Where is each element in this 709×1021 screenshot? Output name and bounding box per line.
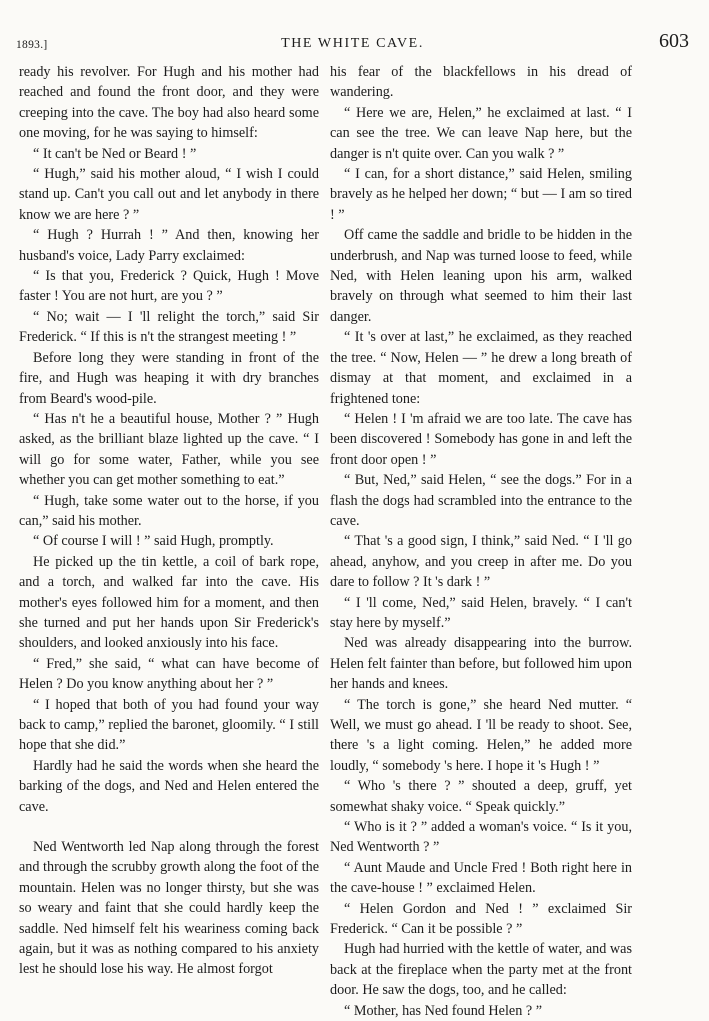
paragraph: “ Is that you, Frederick ? Quick, Hugh ! Move faster ! You are not hurt, are you ? ”: [19, 268, 319, 305]
paragraph: Hugh had hurried with the kettle of water, and was back at the fireplace when the party met at the front door. He saw the dogs, too, and he called:: [330, 941, 632, 999]
paragraph: “ That 's a good sign, I think,” said Ned. “ I 'll go ahead, anyhow, and you creep in after me. Do you dare to follow ? It 's dark ! ”: [330, 533, 632, 591]
paragraph: “ Of course I will ! ” said Hugh, promptly.: [33, 533, 274, 550]
paragraph: “ It 's over at last,” he exclaimed, as they reached the tree. “ Now, Helen — ” he drew a long breath of dismay at that moment, and exclaimed in a frightened tone:: [330, 329, 632, 407]
paragraph: “ Mother, has Ned found Helen ? ”: [344, 1002, 542, 1019]
paragraph: “ I 'll come, Ned,” said Helen, bravely. “ I can't stay here by myself.”: [330, 594, 632, 631]
paragraph: “ The torch is gone,” she heard Ned mutter. “ Well, we must go ahead. I 'll be ready to shoot. See, there 's a light coming. Helen,” he added more loudly, “ somebody 's here. I hope it 's Hugh ! ”: [330, 696, 632, 774]
paragraph: He picked up the tin kettle, a coil of bark rope, and a torch, and walked far into the cave. His mother's eyes followed him for a moment, and then she turned and put her hands upon Sir Frederick's shoulders, and looked anxiously into his face.: [19, 553, 319, 652]
header-title: THE WHITE CAVE.: [281, 36, 424, 51]
paragraph: “ I can, for a short distance,” said Helen, smiling bravely as he helped her down; “ but — I am so tired ! ”: [330, 166, 632, 223]
header-year: 1893.]: [16, 39, 48, 51]
paragraph: Before long they were standing in front of the fire, and Hugh was heaping it with dry branches from Beard's wood-pile.: [19, 349, 319, 407]
paragraph: Hardly had he said the words when she heard the barking of the dogs, and Ned and Helen entered the cave.: [19, 757, 319, 815]
paragraph: “ Fred,” she said, “ what can have become of Helen ? Do you know anything about her ? ”: [19, 655, 319, 693]
paragraph: his fear of the blackfellows in his dread of wandering.: [330, 64, 632, 101]
paragraph: “ No; wait — I 'll relight the torch,” said Sir Frederick. “ If this is n't the strangest meeting ! ”: [19, 308, 319, 346]
running-header: [16, 30, 689, 55]
paragraph: “ Hugh ? Hurrah ! ” And then, knowing her husband's voice, Lady Parry exclaimed:: [19, 227, 319, 264]
paragraph: “ Aunt Maude and Uncle Fred ! Both right here in the cave-house ! ” exclaimed Helen.: [330, 859, 632, 897]
paragraph: “ It can't be Ned or Beard ! ”: [33, 145, 197, 162]
paragraph: “ Who 's there ? ” shouted a deep, gruff, yet somewhat shaky voice. “ Speak quickly.”: [330, 778, 632, 815]
paragraph: “ I hoped that both of you had found your way back to camp,” replied the baronet, gloomily. “ I still hope that she did.”: [19, 696, 319, 754]
paragraph: “ Who is it ? ” added a woman's voice. “ Is it you, Ned Wentworth ? ”: [330, 819, 632, 856]
page-number: 603: [659, 30, 689, 52]
paragraph: ready his revolver. For Hugh and his mother had reached and found the front door, and they were creeping into the cave. The boy had also heard some one moving, for he was saying to himself:: [19, 64, 319, 142]
left-column: [19, 62, 319, 980]
paragraph: Ned Wentworth led Nap along through the forest and through the scrubby growth along the foot of the mountain. Helen was no longer thirsty, but she was so weary and faint that she could hardly keep the saddle. Ned himself felt his weariness coming back again, but it was as nothing compared to his anxiety lest he should lose his way. He almost forgot: [19, 839, 319, 978]
paragraph: “ But, Ned,” said Helen, “ see the dogs.” For in a flash the dogs had scrambled into the entrance to the cave.: [330, 472, 632, 529]
right-column: [330, 62, 632, 1021]
paragraph: “ Helen Gordon and Ned ! ” exclaimed Sir Frederick. “ Can it be possible ? ”: [330, 900, 632, 938]
paragraph: “ Helen ! I 'm afraid we are too late. The cave has been discovered ! Somebody has gone in and left the front door open ! ”: [330, 410, 632, 468]
paragraph: “ Hugh, take some water out to the horse, if you can,” said his mother.: [19, 492, 319, 529]
paragraph: “ Has n't he a beautiful house, Mother ? ” Hugh asked, as the brilliant blaze lighted up the cave. “ I will go for some water, Father, while you see whether you can get mother something to eat.”: [19, 410, 319, 489]
paragraph: “ Here we are, Helen,” he exclaimed at last. “ I can see the tree. We can leave Nap here, but the danger is n't quite over. Can you walk ? ”: [330, 104, 632, 162]
paragraph: Ned was already disappearing into the burrow. Helen felt fainter than before, but followed him upon her hands and knees.: [330, 635, 632, 693]
paragraph: Off came the saddle and bridle to be hidden in the underbrush, and Nap was turned loose to feed, while Ned, with Helen leaning upon his arm, walked bravely on through what seemed to him their last danger.: [330, 227, 632, 325]
paragraph: “ Hugh,” said his mother aloud, “ I wish I could stand up. Can't you call out and let anybody in there know we are here ? ”: [19, 166, 319, 223]
